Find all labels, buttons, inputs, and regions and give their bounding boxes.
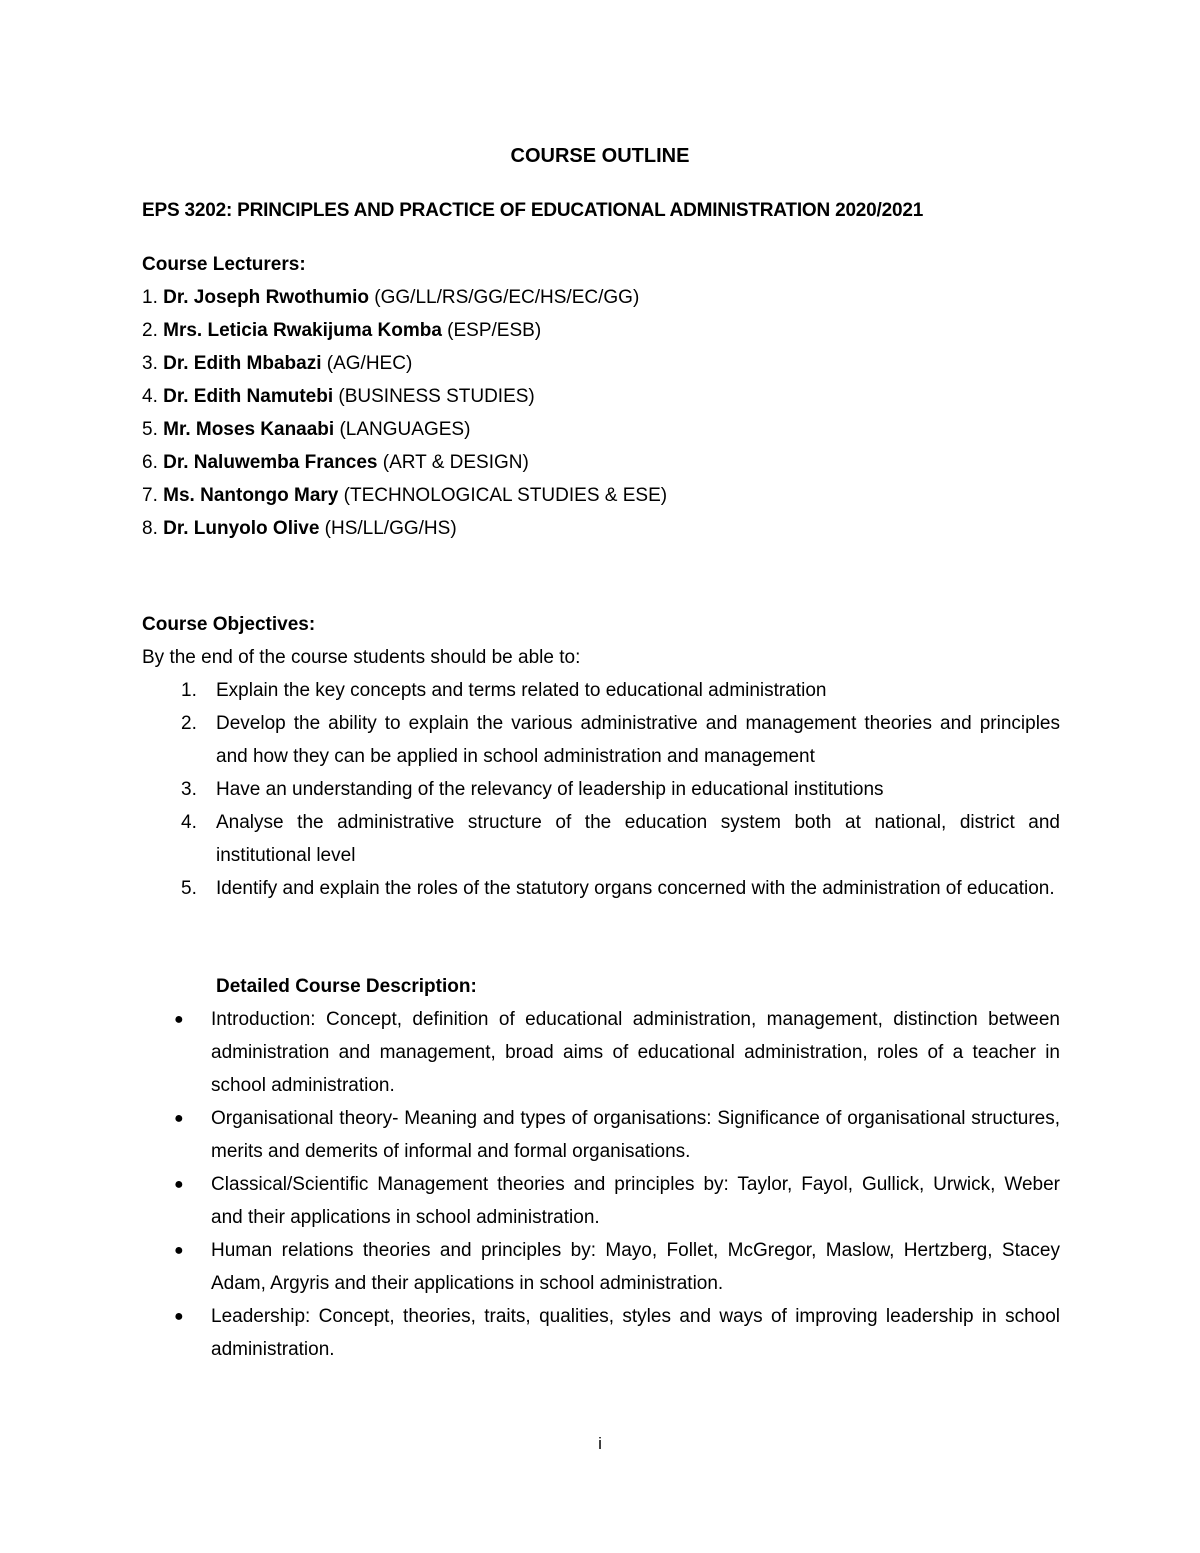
lecturer-name: Dr. Naluwemba Frances — [163, 452, 378, 473]
lecturer-name: Dr. Edith Namutebi — [163, 386, 334, 407]
description-item — [142, 1300, 1060, 1366]
objective-number: 1. — [181, 680, 197, 701]
course-objectives-section — [142, 608, 1060, 905]
objective-text: Identify and explain the roles of the statutory organs concerned with the administration of education. — [216, 878, 1055, 899]
course-description-section — [142, 970, 1060, 1366]
lecturer-number: 8. — [142, 518, 158, 539]
document-title: COURSE OUTLINE — [510, 145, 690, 167]
objective-item — [142, 707, 1060, 773]
objectives-heading: Course Objectives: — [142, 614, 316, 635]
lecturer-item — [142, 281, 1062, 314]
lecturer-number: 1. — [142, 287, 158, 308]
description-heading: Detailed Course Description: — [216, 976, 477, 997]
lecturer-subjects: (GG/LL/RS/GG/EC/HS/EC/GG) — [374, 287, 640, 308]
objective-text: Have an understanding of the relevancy of leadership in educational institutions — [216, 779, 884, 800]
description-text: Classical/Scientific Management theories and principles by: Taylor, Fayol, Gullick, Urwick, Weber and their applications in school administration. — [211, 1174, 1060, 1228]
lecturer-name: Dr. Lunyolo Olive — [163, 518, 320, 539]
objective-number: 2. — [181, 713, 197, 734]
description-text: Introduction: Concept, definition of educational administration, management, distinction between administration and management, broad aims of educational administration, roles of a teacher in school administration. — [211, 1009, 1060, 1096]
lecturer-number: 6. — [142, 452, 158, 473]
course-lecturers-section — [142, 248, 1062, 545]
bullet-icon: ● — [174, 1110, 184, 1127]
lecturer-name: Ms. Nantongo Mary — [163, 485, 339, 506]
lecturer-item — [142, 446, 1062, 479]
description-item — [142, 1003, 1060, 1102]
objective-text: Develop the ability to explain the various administrative and management theories and principles and how they can be applied in school administration and management — [216, 713, 1060, 767]
lecturer-item — [142, 347, 1062, 380]
page-number: i — [598, 1434, 602, 1453]
lecturer-subjects: (BUSINESS STUDIES) — [338, 386, 535, 407]
description-item — [142, 1102, 1060, 1168]
description-text: Human relations theories and principles by: Mayo, Follet, McGregor, Maslow, Hertzberg, Stacey Adam, Argyris and their applications in school administration. — [211, 1240, 1060, 1294]
objective-text: Explain the key concepts and terms related to educational administration — [216, 680, 827, 701]
lecturers-heading: Course Lecturers: — [142, 254, 306, 275]
lecturer-subjects: (ESP/ESB) — [447, 320, 542, 341]
bullet-icon: ● — [174, 1176, 184, 1193]
lecturer-name: Dr. Joseph Rwothumio — [163, 287, 369, 308]
lecturer-subjects: (LANGUAGES) — [339, 419, 471, 440]
bullet-icon: ● — [174, 1308, 184, 1325]
description-item — [142, 1168, 1060, 1234]
bullet-icon: ● — [174, 1242, 184, 1259]
description-item — [142, 1234, 1060, 1300]
objective-number: 3. — [181, 779, 197, 800]
objective-number: 5. — [181, 878, 197, 899]
objective-item — [142, 674, 1060, 707]
lecturer-subjects: (HS/LL/GG/HS) — [324, 518, 457, 539]
description-text: Leadership: Concept, theories, traits, qualities, styles and ways of improving leadership in school administration. — [211, 1306, 1060, 1360]
lecturer-subjects: (ART & DESIGN) — [382, 452, 529, 473]
lecturer-subjects: (TECHNOLOGICAL STUDIES & ESE) — [343, 485, 668, 506]
lecturer-item — [142, 380, 1062, 413]
objective-item — [142, 773, 1060, 806]
lecturer-number: 4. — [142, 386, 158, 407]
objective-text: Analyse the administrative structure of the education system both at national, district and institutional level — [216, 812, 1060, 866]
objectives-intro: By the end of the course students should be able to: — [142, 647, 581, 668]
objectives-list — [142, 674, 1060, 905]
course-code-heading: EPS 3202: PRINCIPLES AND PRACTICE OF EDUCATIONAL ADMINISTRATION 2020/2021 — [142, 200, 924, 221]
description-list — [142, 1003, 1060, 1366]
lecturer-number: 2. — [142, 320, 158, 341]
description-text: Organisational theory- Meaning and types of organisations: Significance of organisational structures, merits and demerits of informal and formal organisations. — [211, 1108, 1060, 1162]
lecturer-item — [142, 314, 1062, 347]
lecturer-name: Mr. Moses Kanaabi — [163, 419, 335, 440]
objective-item — [142, 872, 1060, 905]
bullet-icon: ● — [174, 1011, 184, 1028]
lecturer-number: 7. — [142, 485, 158, 506]
lecturer-number: 3. — [142, 353, 158, 374]
lecturers-list — [142, 281, 1062, 545]
lecturer-item — [142, 512, 1062, 545]
objective-item — [142, 806, 1060, 872]
lecturer-name: Dr. Edith Mbabazi — [163, 353, 322, 374]
lecturer-item — [142, 479, 1062, 512]
lecturer-name: Mrs. Leticia Rwakijuma Komba — [163, 320, 442, 341]
objective-number: 4. — [181, 812, 197, 833]
lecturer-number: 5. — [142, 419, 158, 440]
lecturer-subjects: (AG/HEC) — [326, 353, 413, 374]
lecturer-item — [142, 413, 1062, 446]
